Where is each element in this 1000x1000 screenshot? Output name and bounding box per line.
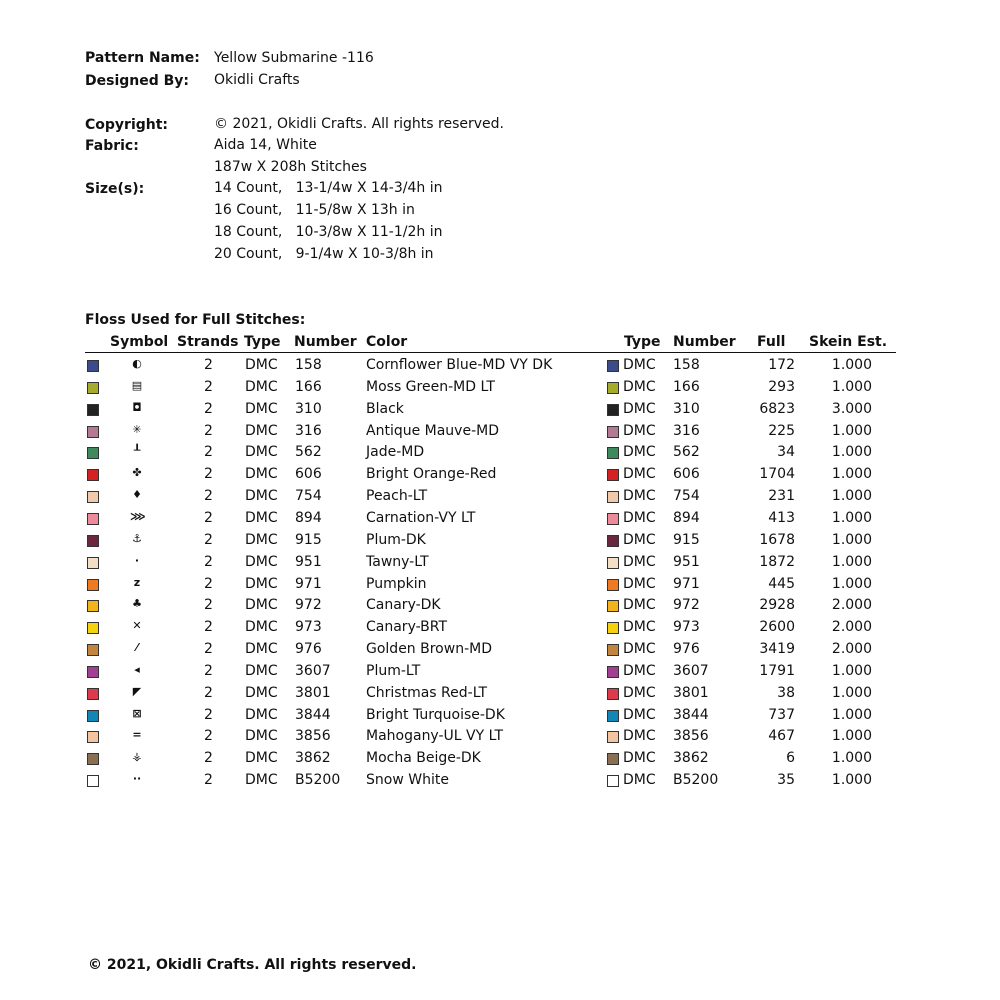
stitch-symbol: ◤ — [132, 684, 142, 698]
color-name-cell: Mahogany-UL VY LT — [366, 728, 504, 745]
number-cell-2: 972 — [673, 597, 700, 614]
number-cell-2: 606 — [673, 466, 700, 483]
table-row — [0, 726, 1000, 748]
table-row — [0, 552, 1000, 574]
table-row — [0, 639, 1000, 661]
header-type-2: Type — [624, 334, 661, 350]
color-swatch — [87, 688, 99, 700]
strands-cell: 2 — [204, 400, 213, 417]
color-name-cell: Carnation-VY LT — [366, 509, 476, 526]
header-number: Number — [294, 334, 357, 350]
strands-cell: 2 — [204, 597, 213, 614]
full-cell: 1704 — [759, 466, 795, 483]
color-swatch-2 — [607, 360, 619, 372]
type-cell-2: DMC — [623, 597, 656, 614]
strands-cell: 2 — [204, 531, 213, 548]
number-cell: 894 — [295, 509, 322, 526]
full-cell: 172 — [768, 357, 795, 373]
stitch-symbol: ♦ — [132, 488, 142, 502]
color-swatch — [87, 360, 99, 372]
number-cell: 976 — [295, 641, 322, 658]
full-cell: 3419 — [759, 641, 795, 658]
type-cell-2: DMC — [623, 706, 656, 723]
color-swatch — [87, 513, 99, 525]
number-cell-2: 310 — [673, 400, 700, 417]
size-20-count: 20 Count, 9-1/4w X 10-3/8h in — [214, 246, 434, 262]
skein-est-cell: 1.000 — [831, 684, 872, 701]
color-swatch-2 — [607, 513, 619, 525]
header-divider — [85, 352, 896, 353]
number-cell: 3607 — [295, 662, 331, 679]
stitch-symbol: ┸ — [133, 444, 141, 458]
table-row — [0, 661, 1000, 683]
footer-copyright: © 2021, Okidli Crafts. All rights reserved. — [88, 957, 417, 973]
full-cell: 467 — [768, 728, 795, 745]
table-row — [0, 770, 1000, 792]
type-cell-2: DMC — [623, 400, 656, 417]
strands-cell: 2 — [204, 706, 213, 723]
color-swatch — [87, 404, 99, 416]
number-cell-2: 754 — [673, 488, 700, 505]
type-cell-2: DMC — [623, 553, 656, 570]
stitch-symbol: z — [133, 575, 141, 589]
type-cell: DMC — [245, 378, 278, 395]
full-cell: 445 — [768, 575, 795, 592]
color-swatch-2 — [607, 557, 619, 569]
full-cell: 38 — [777, 684, 795, 701]
skein-est-cell: 3.000 — [831, 400, 872, 417]
type-cell-2: DMC — [623, 422, 656, 439]
color-name-cell: Bright Orange-Red — [366, 466, 497, 483]
number-cell: 754 — [295, 488, 322, 505]
full-cell: 231 — [768, 488, 795, 505]
header-color: Color — [366, 334, 408, 350]
color-swatch-2 — [607, 404, 619, 416]
type-cell-2: DMC — [623, 466, 656, 483]
number-cell: 972 — [295, 597, 322, 614]
type-cell-2: DMC — [623, 619, 656, 636]
number-cell: 3856 — [295, 728, 331, 745]
number-cell: 971 — [295, 575, 322, 592]
type-cell: DMC — [245, 575, 278, 592]
designed-by-value: Okidli Crafts — [214, 72, 300, 88]
skein-est-cell: 1.000 — [831, 466, 872, 483]
type-cell: DMC — [245, 357, 278, 373]
number-cell-2: 3801 — [673, 684, 709, 701]
color-name-cell: Tawny-LT — [366, 553, 429, 570]
number-cell: 562 — [295, 444, 322, 461]
strands-cell: 2 — [204, 509, 213, 526]
stitch-symbol: ⁄ — [136, 641, 138, 655]
color-swatch-2 — [607, 688, 619, 700]
number-cell-2: 158 — [673, 357, 700, 373]
full-cell: 1791 — [759, 662, 795, 679]
strands-cell: 2 — [204, 357, 213, 373]
color-name-cell: Golden Brown-MD — [366, 641, 492, 658]
stitch-symbol: ◂ — [134, 662, 140, 676]
full-cell: 413 — [768, 509, 795, 526]
strands-cell: 2 — [204, 684, 213, 701]
color-swatch-2 — [607, 426, 619, 438]
color-swatch-2 — [607, 579, 619, 591]
header-strands: Strands — [177, 334, 239, 350]
color-swatch-2 — [607, 666, 619, 678]
number-cell-2: 3607 — [673, 662, 709, 679]
copyright-value: © 2021, Okidli Crafts. All rights reserved. — [214, 116, 504, 132]
size-14-count: 14 Count, 13-1/4w X 14-3/4h in — [214, 180, 443, 196]
color-swatch-2 — [607, 622, 619, 634]
floss-table-title: Floss Used for Full Stitches: — [85, 312, 306, 328]
color-swatch — [87, 666, 99, 678]
color-name-cell: Cornflower Blue-MD VY DK — [366, 357, 553, 373]
stitch-symbol: ⊠ — [132, 706, 142, 720]
table-row — [0, 486, 1000, 508]
strands-cell: 2 — [204, 444, 213, 461]
color-name-cell: Canary-BRT — [366, 619, 448, 636]
number-cell: 915 — [295, 531, 322, 548]
color-swatch — [87, 535, 99, 547]
number-cell-2: 166 — [673, 378, 700, 395]
number-cell-2: 3844 — [673, 706, 709, 723]
stitch-symbol: ▤ — [131, 378, 143, 392]
color-name-cell: Pumpkin — [366, 575, 427, 592]
number-cell-2: 3856 — [673, 728, 709, 745]
color-swatch-2 — [607, 491, 619, 503]
full-cell: 225 — [768, 422, 795, 439]
stitch-symbol: · — [134, 553, 140, 567]
table-row — [0, 355, 1000, 377]
strands-cell: 2 — [204, 750, 213, 767]
skein-est-cell: 2.000 — [831, 597, 872, 614]
color-name-cell: Christmas Red-LT — [366, 684, 488, 701]
color-name-cell: Antique Mauve-MD — [366, 422, 499, 439]
skein-est-cell: 1.000 — [831, 357, 872, 373]
color-name-cell: Plum-LT — [366, 662, 421, 679]
copyright-label: Copyright: — [85, 117, 169, 133]
sizes-label: Size(s): — [85, 181, 145, 197]
type-cell-2: DMC — [623, 772, 656, 789]
type-cell: DMC — [245, 662, 278, 679]
pattern-name-label: Pattern Name: — [85, 50, 200, 66]
table-row — [0, 442, 1000, 464]
color-swatch — [87, 491, 99, 503]
color-swatch — [87, 710, 99, 722]
strands-cell: 2 — [204, 488, 213, 505]
type-cell-2: DMC — [623, 378, 656, 395]
skein-est-cell: 1.000 — [831, 553, 872, 570]
table-row — [0, 683, 1000, 705]
header-full: Full — [757, 334, 786, 350]
skein-est-cell: 2.000 — [831, 641, 872, 658]
type-cell: DMC — [245, 684, 278, 701]
number-cell-2: 951 — [673, 553, 700, 570]
strands-cell: 2 — [204, 728, 213, 745]
type-cell-2: DMC — [623, 444, 656, 461]
stitch-symbol: ⋙ — [130, 509, 146, 523]
strands-cell: 2 — [204, 619, 213, 636]
table-row — [0, 399, 1000, 421]
full-cell: 2928 — [759, 597, 795, 614]
number-cell: 316 — [295, 422, 322, 439]
color-swatch-2 — [607, 731, 619, 743]
number-cell: 3801 — [295, 684, 331, 701]
table-row — [0, 705, 1000, 727]
color-swatch — [87, 382, 99, 394]
header-number-2: Number — [673, 334, 736, 350]
number-cell: 158 — [295, 357, 322, 373]
type-cell-2: DMC — [623, 684, 656, 701]
header-skein-est: Skein Est. — [809, 334, 888, 350]
type-cell: DMC — [245, 772, 278, 789]
number-cell-2: 915 — [673, 531, 700, 548]
stitch-count-value: 187w X 208h Stitches — [214, 159, 367, 175]
color-swatch — [87, 600, 99, 612]
full-cell: 1678 — [759, 531, 795, 548]
number-cell: 973 — [295, 619, 322, 636]
table-row — [0, 421, 1000, 443]
skein-est-cell: 1.000 — [831, 728, 872, 745]
number-cell-2: 973 — [673, 619, 700, 636]
number-cell-2: 316 — [673, 422, 700, 439]
stitch-symbol: ◘ — [132, 400, 142, 414]
color-swatch — [87, 775, 99, 787]
skein-est-cell: 2.000 — [831, 619, 872, 636]
strands-cell: 2 — [204, 553, 213, 570]
number-cell-2: 971 — [673, 575, 700, 592]
stitch-symbol: = — [132, 728, 142, 742]
type-cell-2: DMC — [623, 641, 656, 658]
full-cell: 293 — [768, 378, 795, 395]
number-cell: 606 — [295, 466, 322, 483]
stitch-symbol: ✕ — [132, 619, 142, 633]
color-swatch — [87, 622, 99, 634]
color-swatch — [87, 447, 99, 459]
color-swatch — [87, 731, 99, 743]
type-cell-2: DMC — [623, 357, 656, 373]
skein-est-cell: 1.000 — [831, 706, 872, 723]
type-cell-2: DMC — [623, 750, 656, 767]
color-swatch — [87, 426, 99, 438]
strands-cell: 2 — [204, 772, 213, 789]
color-swatch-2 — [607, 382, 619, 394]
type-cell: DMC — [245, 553, 278, 570]
type-cell-2: DMC — [623, 728, 656, 745]
table-row — [0, 595, 1000, 617]
strands-cell: 2 — [204, 466, 213, 483]
number-cell: B5200 — [295, 772, 341, 789]
color-name-cell: Moss Green-MD LT — [366, 378, 495, 395]
strands-cell: 2 — [204, 378, 213, 395]
table-row — [0, 508, 1000, 530]
stitch-symbol: ⚶ — [132, 750, 142, 764]
color-swatch-2 — [607, 775, 619, 787]
table-row — [0, 530, 1000, 552]
strands-cell: 2 — [204, 662, 213, 679]
color-swatch-2 — [607, 753, 619, 765]
color-swatch-2 — [607, 710, 619, 722]
color-name-cell: Bright Turquoise-DK — [366, 706, 505, 723]
skein-est-cell: 1.000 — [831, 444, 872, 461]
skein-est-cell: 1.000 — [831, 575, 872, 592]
number-cell-2: 3862 — [673, 750, 709, 767]
table-row — [0, 574, 1000, 596]
skein-est-cell: 1.000 — [831, 488, 872, 505]
table-row — [0, 748, 1000, 770]
color-swatch-2 — [607, 535, 619, 547]
number-cell-2: 894 — [673, 509, 700, 526]
table-row — [0, 464, 1000, 486]
strands-cell: 2 — [204, 422, 213, 439]
size-16-count: 16 Count, 11-5/8w X 13h in — [214, 202, 415, 218]
header-type: Type — [244, 334, 281, 350]
type-cell-2: DMC — [623, 575, 656, 592]
full-cell: 6823 — [759, 400, 795, 417]
color-swatch-2 — [607, 644, 619, 656]
skein-est-cell: 1.000 — [831, 531, 872, 548]
type-cell: DMC — [245, 488, 278, 505]
number-cell: 951 — [295, 553, 322, 570]
color-name-cell: Black — [366, 400, 404, 417]
number-cell-2: 976 — [673, 641, 700, 658]
stitch-symbol: ✳ — [132, 422, 142, 436]
type-cell: DMC — [245, 531, 278, 548]
color-swatch-2 — [607, 469, 619, 481]
skein-est-cell: 1.000 — [831, 662, 872, 679]
skein-est-cell: 1.000 — [831, 422, 872, 439]
stitch-symbol: ⚓ — [132, 531, 142, 545]
full-cell: 737 — [768, 706, 795, 723]
number-cell-2: B5200 — [673, 772, 719, 789]
color-name-cell: Canary-DK — [366, 597, 441, 614]
type-cell: DMC — [245, 422, 278, 439]
type-cell: DMC — [245, 750, 278, 767]
number-cell: 166 — [295, 378, 322, 395]
type-cell: DMC — [245, 466, 278, 483]
size-18-count: 18 Count, 10-3/8w X 11-1/2h in — [214, 224, 443, 240]
strands-cell: 2 — [204, 575, 213, 592]
number-cell-2: 562 — [673, 444, 700, 461]
color-name-cell: Jade-MD — [366, 444, 425, 461]
skein-est-cell: 1.000 — [831, 509, 872, 526]
color-name-cell: Plum-DK — [366, 531, 426, 548]
color-swatch — [87, 469, 99, 481]
stitch-symbol: ✤ — [132, 466, 142, 480]
full-cell: 2600 — [759, 619, 795, 636]
header-symbol: Symbol — [110, 334, 169, 350]
full-cell: 6 — [786, 750, 795, 767]
color-swatch — [87, 557, 99, 569]
stitch-symbol: ◐ — [132, 357, 142, 370]
pattern-name-value: Yellow Submarine -116 — [214, 50, 374, 66]
type-cell: DMC — [245, 509, 278, 526]
fabric-value: Aida 14, White — [214, 137, 317, 153]
skein-est-cell: 1.000 — [831, 750, 872, 767]
skein-est-cell: 1.000 — [831, 772, 872, 789]
color-swatch — [87, 753, 99, 765]
type-cell: DMC — [245, 444, 278, 461]
full-cell: 1872 — [759, 553, 795, 570]
type-cell-2: DMC — [623, 662, 656, 679]
full-cell: 34 — [777, 444, 795, 461]
color-name-cell: Mocha Beige-DK — [366, 750, 481, 767]
type-cell: DMC — [245, 597, 278, 614]
strands-cell: 2 — [204, 641, 213, 658]
color-swatch-2 — [607, 600, 619, 612]
color-swatch — [87, 579, 99, 591]
color-swatch-2 — [607, 447, 619, 459]
table-row — [0, 377, 1000, 399]
type-cell: DMC — [245, 728, 278, 745]
type-cell: DMC — [245, 706, 278, 723]
number-cell: 3862 — [295, 750, 331, 767]
stitch-symbol: ·· — [132, 772, 142, 786]
fabric-label: Fabric: — [85, 138, 139, 154]
type-cell-2: DMC — [623, 509, 656, 526]
type-cell: DMC — [245, 641, 278, 658]
color-name-cell: Peach-LT — [366, 488, 428, 505]
type-cell: DMC — [245, 619, 278, 636]
type-cell-2: DMC — [623, 488, 656, 505]
full-cell: 35 — [777, 772, 795, 789]
number-cell: 3844 — [295, 706, 331, 723]
type-cell-2: DMC — [623, 531, 656, 548]
color-name-cell: Snow White — [366, 772, 449, 789]
skein-est-cell: 1.000 — [831, 378, 872, 395]
stitch-symbol: ♣ — [132, 597, 142, 611]
number-cell: 310 — [295, 400, 322, 417]
designed-by-label: Designed By: — [85, 73, 190, 89]
type-cell: DMC — [245, 400, 278, 417]
color-swatch — [87, 644, 99, 656]
table-row — [0, 617, 1000, 639]
